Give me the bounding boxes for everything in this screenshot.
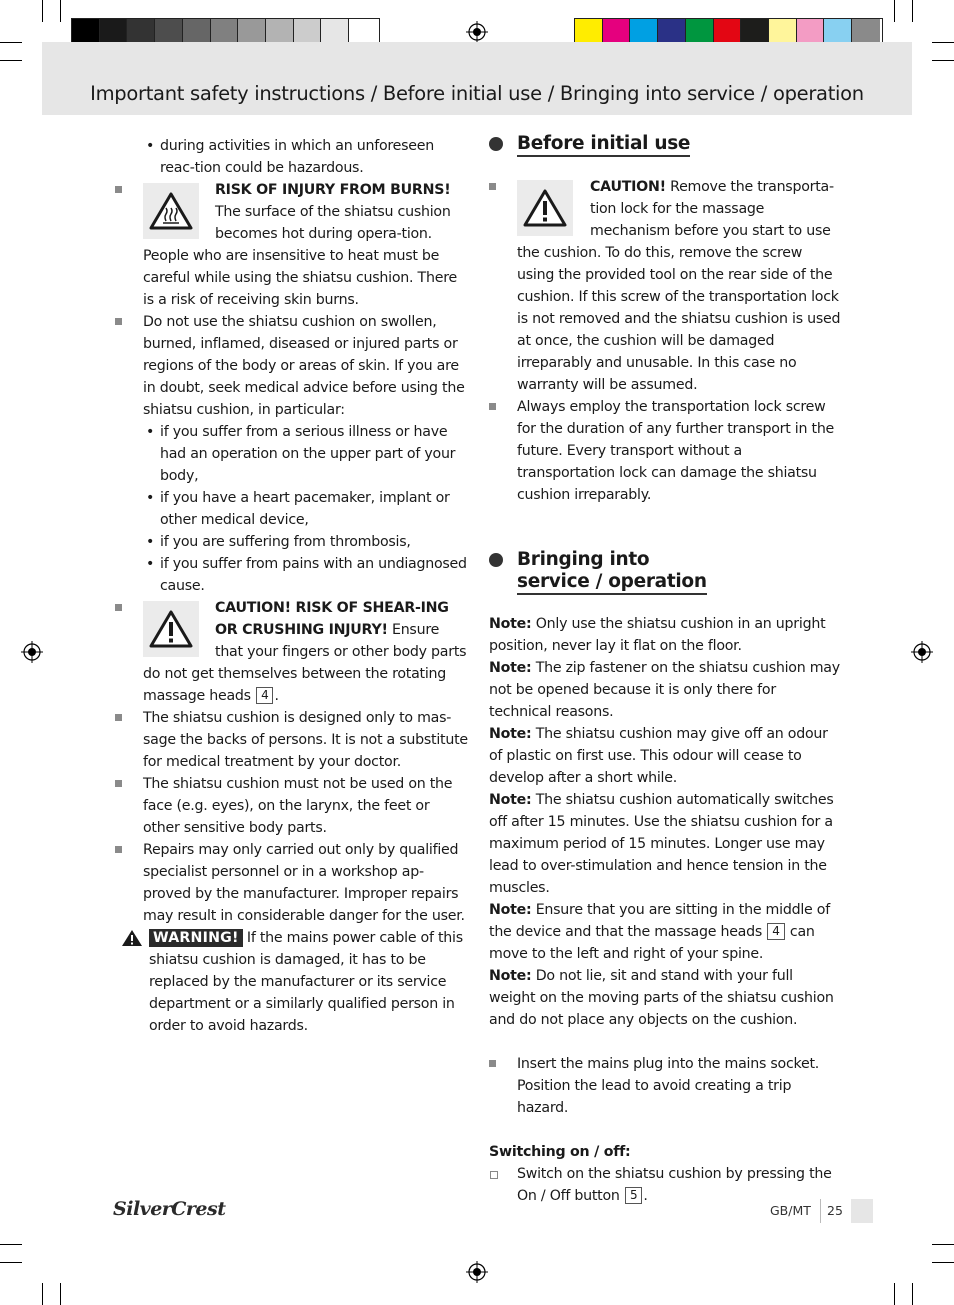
language-code: GB/MT [770,1203,811,1218]
header-band [42,42,912,115]
left-column [143,135,468,1037]
square-bullet-icon [115,604,122,611]
checkbox-bullet-icon [490,1171,498,1179]
crop-mark [894,1283,895,1305]
section-heading: Bringing into service / operation [489,549,841,593]
footer-divider [820,1199,821,1223]
burn-paragraph: RISK OF INJURY FROM BURNS! The surface of the shiatsu cushion becomes hot during opera-tion. People who are insensitive to heat must be careful while using the shiatsu cushion. There is a risk of receiving skin burns. [143,182,457,308]
list-item: The shiatsu cushion must not be used on the face (e.g. eyes), on the larynx, the feet or other sensitive body parts. [143,773,468,839]
section-bullet-icon [489,553,503,567]
caution-transport-lock: CAUTION! Remove the transporta-tion lock for the massage mechanism before you start to use the cushion. To do this, remove the screw using the provided tool on the rear side of the cushion. If this screw of the transportation lock is not removed and the shiatsu cushion is used at once, the cushion will be damaged irreparably and unusable. In this case no warranty will be assumed. [489,176,841,396]
right-column [489,133,841,1207]
brand-logo: SilverCrest [113,1198,226,1220]
crop-mark [912,1283,913,1305]
hot-surface-warning-icon [143,183,199,239]
warning-triangle-icon [517,180,573,236]
square-bullet-icon [115,714,122,721]
crop-mark [912,0,913,22]
list-item: The shiatsu cushion is designed only to mas-sage the backs of persons. It is not a substitute for medical treatment by your doctor. [143,707,468,773]
page-title: Important safety instructions / Before initial use / Bringing into service / operation [90,82,864,105]
part-reference: 5 [625,1187,642,1204]
square-bullet-icon [115,318,122,325]
part-reference: 4 [767,923,784,940]
crop-mark [60,0,61,22]
crop-mark [0,1262,22,1263]
square-bullet-icon [115,780,122,787]
section-heading: Before initial use [489,133,841,155]
crop-mark [932,60,954,61]
shear-paragraph: CAUTION! RISK OF SHEAR-ING OR CRUSHING INJURY! Ensure that your fingers or other body parts do not get themselves between the rotating massage heads 4 . [143,600,467,704]
square-bullet-icon [115,846,122,853]
crop-mark [932,42,954,43]
shear-warning [143,597,468,707]
note-paragraph: Note: Only use the shiatsu cushion in an upright position, never lay it flat on the floor. [489,616,826,654]
square-bullet-icon [489,183,496,190]
burn-warning [143,179,468,311]
note-paragraph: Note: Do not lie, sit and stand with your full weight on the moving parts of the shiatsu cushion and do not place any objects on the cushion. [489,968,834,1028]
crop-mark [932,1262,954,1263]
power-cable-warning: WARNING! If the mains power cable of this shiatsu cushion is damaged, it has to be replaced by the manufacturer or its service department or a similarly qualified person in order to avoid hazards. [143,927,468,1037]
list-item: Always employ the transportation lock screw for the duration of any further transport in the future. Every transport without a transportation lock can damage the shiatsu cushion irreparably. [489,396,841,506]
registration-mark-icon [911,641,933,663]
square-bullet-icon [115,186,122,193]
crop-mark [0,42,22,43]
registration-mark-icon [466,21,488,43]
note-paragraph: Note: The shiatsu cushion may give off an odour of plastic on first use. This odour will cease to develop after a short while. [489,726,828,786]
list-item: Insert the mains plug into the mains socket. Position the lead to avoid creating a trip hazard. [489,1053,841,1119]
crop-mark [0,1244,22,1245]
warning-triangle-icon [143,601,199,657]
bullet-dot: • [146,138,155,154]
list-item: Repairs may only carried out only by qualified specialist personnel or in a workshop ap-proved by the manufacturer. Improper repairs may result in considerable danger for the user. [143,839,468,927]
list-item: • if you are suffering from thrombosis, [146,534,411,550]
crop-mark [0,60,22,61]
list-item: • during activities in which an unforeseen reac-tion could be hazardous. [143,135,468,179]
list-item: Do not use the shiatsu cushion on swollen, burned, inflamed, diseased or injured parts or regions of the body or areas of skin. If you are in doubt, seek medical advice before using the shiatsu cushion, in particular: [143,311,468,421]
warning-label: WARNING! [149,929,243,947]
list-item: • if you have a heart pacemaker, implant or other medical device, [146,490,450,528]
part-reference: 4 [256,687,273,704]
footer-tab [851,1199,873,1223]
list-item: • if you suffer from pains with an undiagnosed cause. [146,556,467,594]
subheading: Switching on / off: [489,1144,631,1160]
registration-mark-icon [466,1261,488,1283]
crop-mark [60,1283,61,1305]
section-bullet-icon [489,137,503,151]
note-paragraph: Note: The shiatsu cushion automatically switches off after 15 minutes. Use the shiatsu cushion for a maximum period of 15 minutes. Longer use may lead to over-stimulation and hence tension in the muscles. [489,792,834,896]
note-paragraph: Note: Ensure that you are sitting in the middle of the device and that the massage heads 4 can move to the left and right of your spine. [489,902,830,962]
warning-triangle-icon [121,929,143,947]
crop-mark [894,0,895,22]
crop-mark [42,1283,43,1305]
crop-mark [42,0,43,22]
page-number: 25 [827,1203,843,1218]
list-item: • if you suffer from a serious illness or have had an operation on the upper part of your body, [146,424,456,484]
crop-mark [932,1244,954,1245]
step-item: Switch on the shiatsu cushion by pressing the On / Off button 5 . [489,1163,841,1207]
registration-mark-icon [21,641,43,663]
note-paragraph: Note: The zip fastener on the shiatsu cushion may not be opened because it is only there for technical reasons. [489,660,840,720]
square-bullet-icon [489,403,496,410]
square-bullet-icon [489,1060,496,1067]
